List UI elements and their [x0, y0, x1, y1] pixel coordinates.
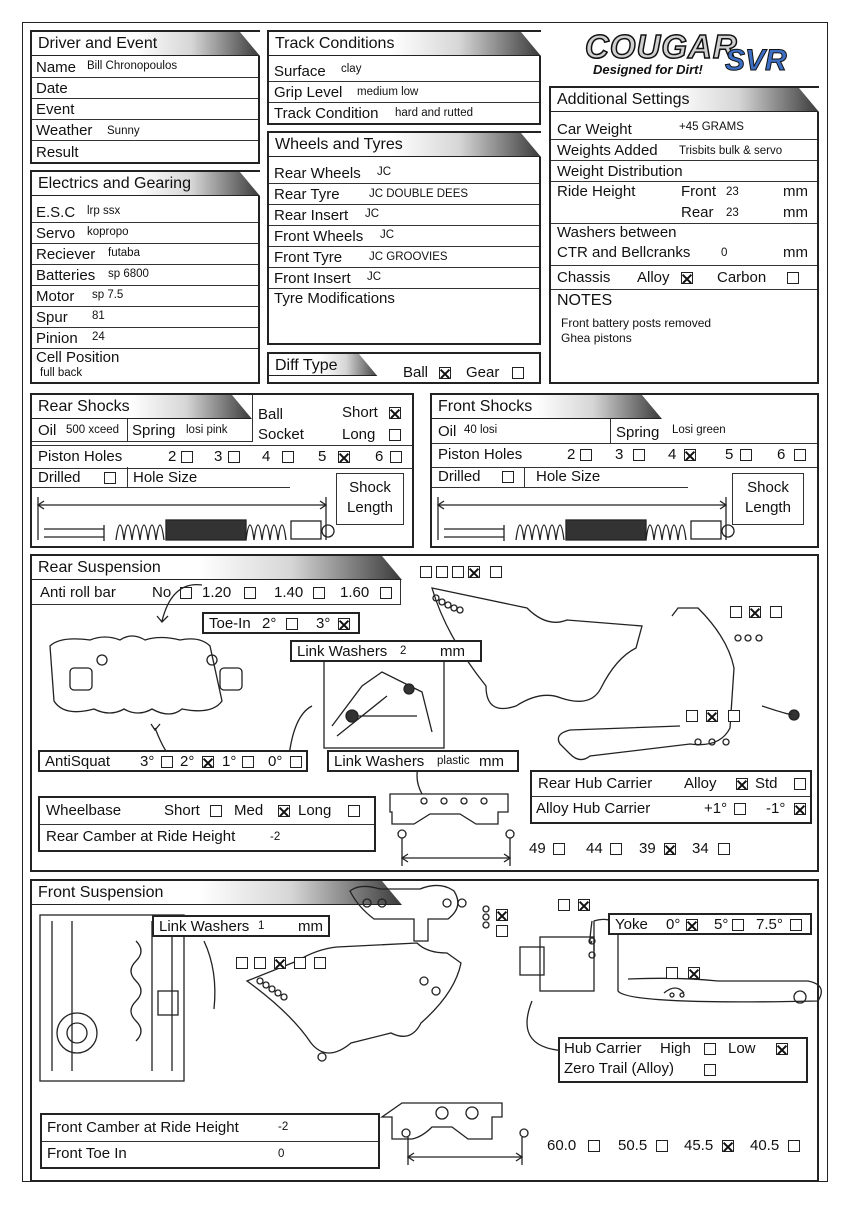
arb-140-label: 1.40 — [274, 584, 304, 601]
hole-size-label: Hole Size — [536, 468, 601, 485]
chassis-carbon-checkbox[interactable] — [787, 272, 799, 284]
long-label: Long — [342, 426, 376, 443]
toe-in-label-box — [202, 612, 360, 634]
toe-2-label: 2° — [262, 615, 277, 632]
ride-height-rear-value[interactable]: 23 — [726, 207, 739, 219]
pinion-value[interactable]: 24 — [92, 331, 105, 343]
hub-carrier-box — [558, 1037, 808, 1083]
drilled-checkbox[interactable] — [502, 471, 514, 483]
yoke-0-checkbox[interactable] — [686, 919, 698, 931]
as-3-label: 3° — [140, 753, 155, 770]
spring-label: Spring — [616, 424, 660, 441]
divider — [432, 487, 688, 488]
oil-value[interactable]: 40 losi — [464, 424, 498, 436]
as-0-checkbox[interactable] — [290, 756, 302, 768]
arb-label: Anti roll bar — [40, 584, 116, 601]
minus1-checkbox[interactable] — [794, 803, 806, 815]
spur-value[interactable]: 81 — [92, 310, 105, 322]
driver-event-panel — [30, 30, 260, 164]
diff-gear-checkbox[interactable] — [512, 367, 524, 379]
mount-checkbox[interactable] — [788, 1140, 800, 1152]
mount-checkbox[interactable] — [664, 843, 676, 855]
event-label: Event — [36, 101, 75, 118]
divider — [252, 395, 253, 442]
motor-value[interactable]: sp 7.5 — [92, 289, 124, 301]
chassis-alloy-label: Alloy — [637, 269, 670, 286]
arb-hole-checkbox[interactable] — [452, 566, 464, 578]
rear-tyre-label: Rear Tyre — [274, 186, 340, 203]
track-condition-row[interactable] — [269, 103, 539, 124]
yoke-5-checkbox[interactable] — [732, 919, 744, 931]
servo-label: Servo — [36, 225, 76, 242]
date-row[interactable] — [32, 78, 258, 99]
oil-value[interactable]: 500 xceed — [66, 424, 120, 436]
front-insert-value[interactable]: JC — [367, 271, 382, 283]
front-toe-label: Front Toe In — [47, 1145, 127, 1162]
divider — [127, 467, 128, 487]
section-title: Wheels and Tyres — [269, 133, 541, 157]
chassis-carbon-label: Carbon — [717, 269, 767, 286]
yoke-5-label: 5° — [714, 916, 729, 933]
logo-tagline: Designed for Dirt! — [593, 62, 703, 77]
hole-checkbox[interactable] — [633, 449, 645, 461]
mount-label: 45.5 — [684, 1137, 714, 1154]
rear-insert-row[interactable] — [269, 205, 539, 226]
arb-hole-checkbox[interactable] — [420, 566, 432, 578]
mount-label: 50.5 — [618, 1137, 648, 1154]
chassis-label: Chassis — [557, 269, 611, 286]
wb-long-label: Long — [298, 802, 332, 819]
section-title: Front Suspension — [32, 881, 402, 905]
car-weight-row[interactable] — [551, 118, 817, 140]
washers-value[interactable]: 0 — [721, 247, 728, 259]
rear-wheels-label: Rear Wheels — [274, 165, 361, 182]
cell-position-value[interactable]: full back — [40, 367, 83, 379]
mount-label: 39 — [639, 840, 656, 857]
section-title: Track Conditions — [269, 32, 541, 56]
link-washers-bottom-box — [327, 750, 519, 772]
minus1-label: -1° — [766, 800, 786, 817]
front-camber-label: Front Camber at Ride Height — [47, 1119, 239, 1136]
pinion-label: Pinion — [36, 330, 78, 347]
antisquat-box — [38, 750, 308, 772]
ride-height-front-value[interactable]: 23 — [726, 186, 739, 198]
surface-label: Surface — [274, 63, 326, 80]
event-row[interactable] — [32, 99, 258, 120]
hole-checkbox[interactable] — [181, 451, 193, 463]
hole-checkbox[interactable] — [580, 449, 592, 461]
cell-position-row[interactable] — [32, 349, 258, 384]
mm-unit: mm — [440, 643, 465, 660]
shock-length-label: Shock — [747, 479, 789, 496]
hub-hole-checkbox[interactable] — [706, 710, 718, 722]
hub-std-label: Std — [755, 775, 778, 792]
hub-alloy-checkbox[interactable] — [736, 778, 748, 790]
oil-label: Oil — [38, 422, 57, 439]
link-hole-checkbox[interactable] — [254, 957, 266, 969]
name-row[interactable] — [32, 56, 258, 78]
chassis-row — [551, 266, 817, 290]
arm-hole-checkbox[interactable] — [688, 967, 700, 979]
divider — [532, 796, 810, 797]
weather-label: Weather — [36, 122, 93, 139]
yoke-box — [608, 913, 812, 935]
link-hole-checkbox[interactable] — [314, 957, 326, 969]
rear-camber-value[interactable]: -2 — [270, 831, 281, 843]
rear-suspension-panel — [30, 554, 819, 872]
ride-height-row[interactable] — [551, 182, 817, 224]
ride-height-label: Ride Height — [557, 183, 636, 200]
front-shocks-panel — [430, 393, 819, 548]
rear-hub-label: Rear Hub Carrier — [538, 775, 653, 792]
mount-checkbox[interactable] — [722, 1140, 734, 1152]
divider — [127, 419, 128, 441]
cell-position-label: Cell Position — [36, 349, 120, 366]
as-1-checkbox[interactable] — [242, 756, 254, 768]
as-1-label: 1° — [222, 753, 237, 770]
front-suspension-panel — [30, 879, 819, 1182]
oil-label: Oil — [438, 423, 457, 440]
hole-label: 3 — [214, 448, 223, 465]
hole-label: 2 — [168, 448, 177, 465]
mount-label: 40.5 — [750, 1137, 780, 1154]
hole-label: 2 — [567, 446, 576, 463]
logo-model: SVR — [725, 44, 787, 77]
track-condition-label: Track Condition — [274, 105, 379, 122]
additional-settings-panel — [549, 86, 819, 384]
weather-value[interactable]: Sunny — [107, 125, 140, 137]
mount-checkbox[interactable] — [656, 1140, 668, 1152]
hub-hole-checkbox[interactable] — [686, 710, 698, 722]
as-2-checkbox[interactable] — [202, 756, 214, 768]
weights-added-row[interactable] — [551, 140, 817, 161]
arb-hole-checkbox[interactable] — [490, 566, 502, 578]
rear-insert-label: Rear Insert — [274, 207, 349, 224]
plus1-label: +1° — [704, 800, 728, 817]
yoke-75-checkbox[interactable] — [790, 919, 802, 931]
yoke-75-label: 7.5° — [756, 916, 783, 933]
front-shock-illustration — [436, 495, 806, 545]
diff-ball-label: Ball — [403, 364, 429, 381]
front-camber-value[interactable]: -2 — [278, 1121, 289, 1133]
front-insert-row[interactable] — [269, 268, 539, 289]
front-insert-label: Front Insert — [274, 270, 351, 287]
arb-120-label: 1.20 — [202, 584, 232, 601]
wb-short-checkbox[interactable] — [210, 805, 222, 817]
yoke-0-label: 0° — [666, 916, 681, 933]
mm-unit: mm — [783, 204, 808, 221]
mm-unit: mm — [783, 183, 808, 200]
hole-label: 4 — [262, 448, 271, 465]
rear-hub-carrier-box — [530, 770, 812, 824]
hole-label: 5 — [725, 446, 734, 463]
diff-type-panel — [267, 352, 541, 384]
hub-high-label: High — [660, 1040, 691, 1057]
hole-checkbox[interactable] — [794, 449, 806, 461]
batteries-row[interactable] — [32, 265, 258, 286]
logo-brand: COUGAR — [585, 28, 738, 65]
name-label: Name — [36, 59, 77, 76]
plus1-checkbox[interactable] — [734, 803, 746, 815]
electrics-gearing-panel — [30, 170, 260, 384]
grip-label: Grip Level — [274, 84, 343, 101]
antisquat-label: AntiSquat — [45, 753, 111, 770]
mount-label: 34 — [692, 840, 709, 857]
car-weight-value[interactable]: +45 GRAMS — [679, 121, 744, 133]
link-washers-label: Link Washers — [297, 643, 388, 660]
spring-value[interactable]: losi pink — [186, 424, 228, 436]
hole-checkbox[interactable] — [282, 451, 294, 463]
wheels-tyres-panel — [267, 131, 541, 345]
front-link-washers-box — [152, 915, 330, 937]
notes-title: NOTES — [557, 292, 613, 309]
front-wheels-value[interactable]: JC — [380, 229, 395, 241]
shock-length-label: Length — [347, 499, 393, 516]
weights-added-value[interactable]: Trisbits bulk & servo — [679, 145, 783, 157]
servo-value[interactable]: kopropo — [87, 226, 129, 238]
spring-value[interactable]: Losi green — [672, 424, 726, 436]
front-tyre-row[interactable] — [269, 247, 539, 268]
hole-label: 6 — [375, 448, 384, 465]
hole-checkbox[interactable] — [684, 449, 696, 461]
track-conditions-panel — [267, 30, 541, 125]
toe-3-label: 3° — [316, 615, 331, 632]
zero-trail-label: Zero Trail (Alloy) — [564, 1060, 675, 1077]
washers-label-line2: CTR and Bellcranks — [557, 244, 691, 261]
mount-checkbox[interactable] — [553, 843, 565, 855]
wheelbase-label: Wheelbase — [46, 802, 122, 819]
rear-wheels-value[interactable]: JC — [377, 166, 392, 178]
receiver-row[interactable] — [32, 244, 258, 265]
surface-value[interactable]: clay — [341, 63, 362, 75]
spur-row[interactable] — [32, 307, 258, 328]
motor-row[interactable] — [32, 286, 258, 307]
oil-spring-row — [32, 419, 252, 442]
arb-no-label: No — [152, 584, 172, 601]
section-title: Electrics and Gearing — [32, 172, 260, 196]
socket-label: Socket — [258, 426, 304, 443]
washers-label-line1: Washers between — [557, 224, 677, 241]
drilled-label: Drilled — [438, 468, 481, 485]
esc-label: E.S.C — [36, 204, 76, 221]
as-3-checkbox[interactable] — [161, 756, 173, 768]
mount-label: 60.0 — [547, 1137, 577, 1154]
weight-distribution-label: Weight Distribution — [557, 163, 683, 180]
mm-unit: mm — [783, 244, 808, 261]
hub-hole-checkbox[interactable] — [730, 606, 742, 618]
note-line[interactable]: Ghea pistons — [561, 331, 632, 345]
servo-row[interactable] — [32, 223, 258, 244]
front-wheels-row[interactable] — [269, 226, 539, 247]
mount-checkbox[interactable] — [718, 843, 730, 855]
rear-shock-illustration — [36, 495, 406, 545]
mount-checkbox[interactable] — [588, 1140, 600, 1152]
divider — [40, 824, 374, 825]
link-hole-checkbox[interactable] — [236, 957, 248, 969]
hole-size-label: Hole Size — [133, 469, 198, 486]
hole-checkbox[interactable] — [740, 449, 752, 461]
yoke-label: Yoke — [615, 916, 648, 933]
wb-long-checkbox[interactable] — [348, 805, 360, 817]
divider — [42, 1141, 378, 1142]
divider — [610, 419, 611, 443]
link-hole-checkbox[interactable] — [274, 957, 286, 969]
grip-row[interactable] — [269, 82, 539, 103]
receiver-label: Reciever — [36, 246, 96, 263]
mm-unit: mm — [298, 918, 323, 935]
batteries-value[interactable]: sp 6800 — [108, 268, 149, 280]
link-washers-top-box — [290, 640, 482, 662]
car-weight-label: Car Weight — [557, 121, 632, 138]
section-title: Rear Suspension — [32, 556, 402, 580]
esc-row[interactable] — [32, 202, 258, 223]
tyre-mods-label: Tyre Modifications — [274, 290, 395, 307]
batteries-label: Batteries — [36, 267, 96, 284]
link-washers-value[interactable]: 2 — [400, 645, 407, 657]
shock-length-label: Length — [745, 499, 791, 516]
wheelbase-box — [38, 796, 376, 852]
piston-holes-label: Piston Holes — [38, 448, 123, 465]
hub-low-checkbox[interactable] — [776, 1043, 788, 1055]
front-tyre-value[interactable]: JC GROOVIES — [369, 251, 448, 263]
piston-holes-row — [432, 445, 817, 468]
diff-ball-checkbox[interactable] — [439, 367, 451, 379]
note-line[interactable]: Front battery posts removed — [561, 316, 712, 330]
esc-value[interactable]: lrp ssx — [87, 205, 121, 217]
arb-hole-checkbox[interactable] — [436, 566, 448, 578]
divider — [32, 487, 290, 488]
rear-tyre-value[interactable]: JC DOUBLE DEES — [369, 188, 469, 200]
toe-in-label: Toe-In — [209, 615, 251, 632]
piston-holes-row — [32, 445, 412, 469]
hole-label: 5 — [318, 448, 327, 465]
ride-height-rear-label: Rear — [681, 204, 714, 221]
chassis-alloy-checkbox[interactable] — [681, 272, 693, 284]
piston-holes-label: Piston Holes — [438, 446, 523, 463]
hub-high-checkbox[interactable] — [704, 1043, 716, 1055]
link-hole-checkbox[interactable] — [294, 957, 306, 969]
shock-length-label: Shock — [349, 479, 391, 496]
as-2-label: 2° — [180, 753, 195, 770]
front-toe-value[interactable]: 0 — [278, 1148, 285, 1160]
date-label: Date — [36, 80, 68, 97]
link-washers-value[interactable]: plastic — [437, 755, 470, 767]
front-tyre-label: Front Tyre — [274, 249, 343, 266]
arm-hole-checkbox[interactable] — [666, 967, 678, 979]
yoke-hole-checkbox[interactable] — [558, 899, 570, 911]
short-checkbox[interactable] — [389, 407, 401, 419]
toe-2-checkbox[interactable] — [286, 618, 298, 630]
hole-label: 6 — [777, 446, 786, 463]
tyre-mods-row[interactable] — [269, 289, 539, 345]
pinion-row[interactable] — [32, 328, 258, 349]
section-title: Front Shocks — [432, 395, 662, 419]
cougar-svr-logo — [585, 28, 800, 83]
spring-label: Spring — [132, 422, 176, 439]
divider — [524, 467, 525, 487]
arb-160-label: 1.60 — [340, 584, 370, 601]
zero-trail-checkbox[interactable] — [704, 1064, 716, 1076]
name-value[interactable]: Bill Chronopoulos — [87, 60, 178, 72]
hub-hole-checkbox[interactable] — [728, 710, 740, 722]
mount-checkbox[interactable] — [610, 843, 622, 855]
hole-checkbox[interactable] — [390, 451, 402, 463]
yoke-hole-checkbox[interactable] — [578, 899, 590, 911]
hub-alloy-label: Alloy — [684, 775, 717, 792]
rear-insert-value[interactable]: JC — [365, 208, 380, 220]
surface-row[interactable] — [269, 60, 539, 82]
rear-tyre-row[interactable] — [269, 184, 539, 205]
receiver-value[interactable]: futaba — [108, 247, 140, 259]
hub-low-label: Low — [728, 1040, 756, 1057]
weights-added-label: Weights Added — [557, 142, 658, 159]
weather-row[interactable] — [32, 120, 258, 141]
result-row[interactable] — [32, 141, 258, 162]
section-title: Additional Settings — [551, 88, 819, 112]
grip-value[interactable]: medium low — [357, 86, 419, 98]
ride-height-front-label: Front — [681, 183, 717, 200]
link-washers-label: Link Washers — [159, 918, 250, 935]
rear-camber-label: Rear Camber at Ride Height — [46, 828, 236, 845]
as-0-label: 0° — [268, 753, 283, 770]
mount-label: 44 — [586, 840, 603, 857]
wb-med-checkbox[interactable] — [278, 805, 290, 817]
mm-unit: mm — [479, 753, 504, 770]
bulkhead-checkbox[interactable] — [496, 909, 508, 921]
oil-spring-row — [432, 419, 817, 444]
hub-std-checkbox[interactable] — [794, 778, 806, 790]
rear-shocks-panel — [30, 393, 414, 548]
alloy-hub-label: Alloy Hub Carrier — [536, 800, 651, 817]
spur-label: Spur — [36, 309, 68, 326]
hole-checkbox[interactable] — [338, 451, 350, 463]
drilled-label: Drilled — [38, 469, 81, 486]
hub-hole-checkbox[interactable] — [770, 606, 782, 618]
long-checkbox[interactable] — [389, 429, 401, 441]
hub-hole-checkbox[interactable] — [749, 606, 761, 618]
section-title: Diff Type — [269, 354, 379, 376]
short-label: Short — [342, 404, 378, 421]
mount-label: 49 — [529, 840, 546, 857]
toe-3-checkbox[interactable] — [338, 618, 350, 630]
washers-row[interactable] — [551, 224, 817, 266]
wb-med-label: Med — [234, 802, 264, 819]
hole-label: 3 — [615, 446, 624, 463]
rear-wheels-row[interactable] — [269, 163, 539, 184]
weight-distribution-row[interactable] — [551, 161, 817, 182]
link-washers-value[interactable]: 1 — [258, 920, 265, 932]
arb-hole-checkbox[interactable] — [468, 566, 480, 578]
link-washers-label: Link Washers — [334, 753, 425, 770]
track-condition-value[interactable]: hard and rutted — [395, 107, 474, 119]
hole-checkbox[interactable] — [228, 451, 240, 463]
hub-carrier-label: Hub Carrier — [564, 1040, 642, 1057]
section-title: Rear Shocks — [32, 395, 252, 419]
wb-short-label: Short — [164, 802, 200, 819]
front-camber-toe-box — [40, 1113, 380, 1169]
motor-label: Motor — [36, 288, 75, 305]
bulkhead-checkbox[interactable] — [496, 925, 508, 937]
ball-label: Ball — [258, 406, 284, 423]
front-wheels-label: Front Wheels — [274, 228, 364, 245]
section-title: Driver and Event — [32, 32, 260, 56]
result-label: Result — [36, 144, 79, 161]
drilled-checkbox[interactable] — [104, 472, 116, 484]
hole-label: 4 — [668, 446, 677, 463]
diff-gear-label: Gear — [466, 364, 500, 381]
